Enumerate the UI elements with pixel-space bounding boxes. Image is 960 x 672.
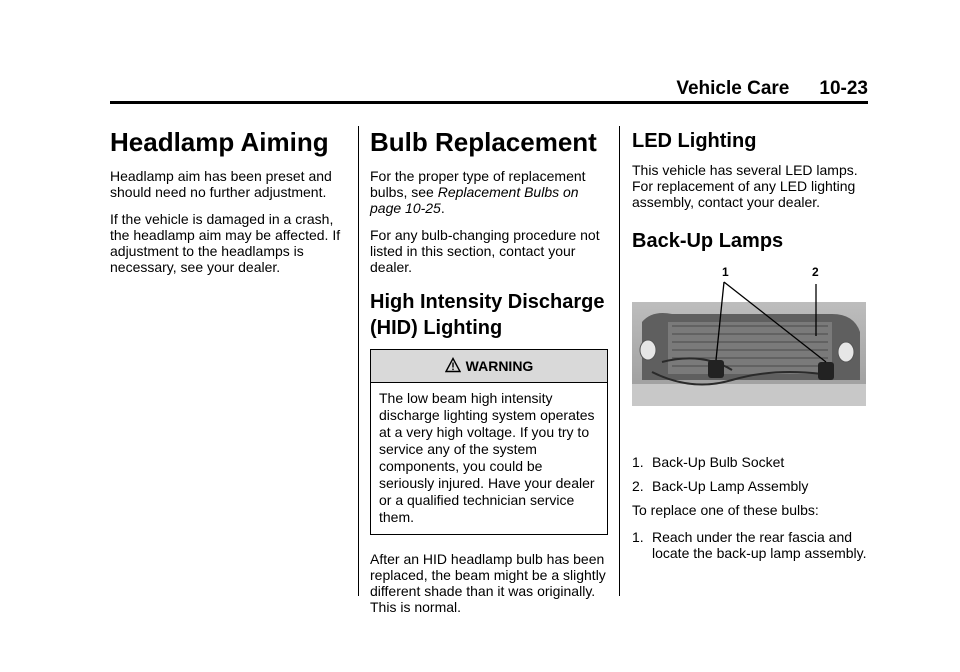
page-header bbox=[676, 78, 868, 100]
paragraph: Headlamp aim has been preset and should need no further adjustment. bbox=[110, 168, 332, 200]
column-led-lighting bbox=[632, 122, 868, 569]
warning-icon bbox=[445, 357, 461, 376]
paragraph: This vehicle has several LED lamps. For replacement of any LED lighting assembly, contact your dealer. bbox=[632, 162, 858, 210]
callout-2: 2 bbox=[812, 265, 819, 279]
warning-text: The low beam high intensity discharge lighting system operates at a very high voltage. If you try to service any of the system components, you could be seriously injured. Have your dealer or a qualified technician service them. bbox=[379, 390, 595, 525]
column-bulb-replacement bbox=[370, 122, 610, 626]
column-divider bbox=[358, 126, 359, 596]
paragraph: To replace one of these bulbs: bbox=[632, 502, 819, 518]
column-headlamp-aiming bbox=[110, 122, 350, 286]
paragraph: For any bulb-changing procedure not listed in this section, contact your dealer. bbox=[370, 227, 600, 275]
led-lighting-title: LED Lighting bbox=[632, 130, 757, 152]
hid-lighting-title: High Intensity Discharge (HID) Lighting bbox=[370, 291, 605, 339]
cross-reference-link[interactable]: Replacement Bulbs on page 10-25 bbox=[370, 184, 579, 216]
page-number: 10-23 bbox=[819, 78, 868, 99]
step-text: Reach under the rear fascia and locate the back-up lamp assembly. bbox=[652, 529, 867, 561]
header-rule bbox=[110, 101, 868, 104]
column-divider bbox=[619, 126, 620, 596]
legend-item bbox=[632, 454, 868, 470]
legend-text: Back-Up Lamp Assembly bbox=[652, 478, 809, 494]
warning-label: WARNING bbox=[465, 358, 534, 374]
paragraph: If the vehicle is damaged in a crash, the headlamp aim may be affected. If adjustment to the headlamps is necessary, see your dealer. bbox=[110, 211, 341, 275]
text: For the proper type of replacement bulbs, see bbox=[370, 168, 586, 200]
step-item bbox=[632, 529, 868, 561]
section-title: Vehicle Care bbox=[676, 78, 790, 99]
paragraph: After an HID headlamp bulb has been replaced, the beam might be a slightly different shade than it was originally. This is normal. bbox=[370, 551, 606, 615]
callout-1: 1 bbox=[722, 265, 729, 279]
warning-header bbox=[371, 350, 607, 383]
paragraph bbox=[370, 168, 610, 216]
back-up-lamps-title: Back-Up Lamps bbox=[632, 230, 784, 252]
back-up-lamp-illustration bbox=[632, 262, 866, 444]
legend-text: Back-Up Bulb Socket bbox=[652, 454, 785, 470]
legend-number: 2. bbox=[632, 478, 644, 494]
legend-item bbox=[632, 478, 868, 494]
headlamp-aiming-title: Headlamp Aiming bbox=[110, 127, 329, 157]
bulb-replacement-title: Bulb Replacement bbox=[370, 127, 597, 157]
text: . bbox=[440, 200, 445, 216]
step-number: 1. bbox=[632, 529, 644, 545]
warning-box bbox=[370, 349, 608, 535]
legend-number: 1. bbox=[632, 454, 644, 470]
